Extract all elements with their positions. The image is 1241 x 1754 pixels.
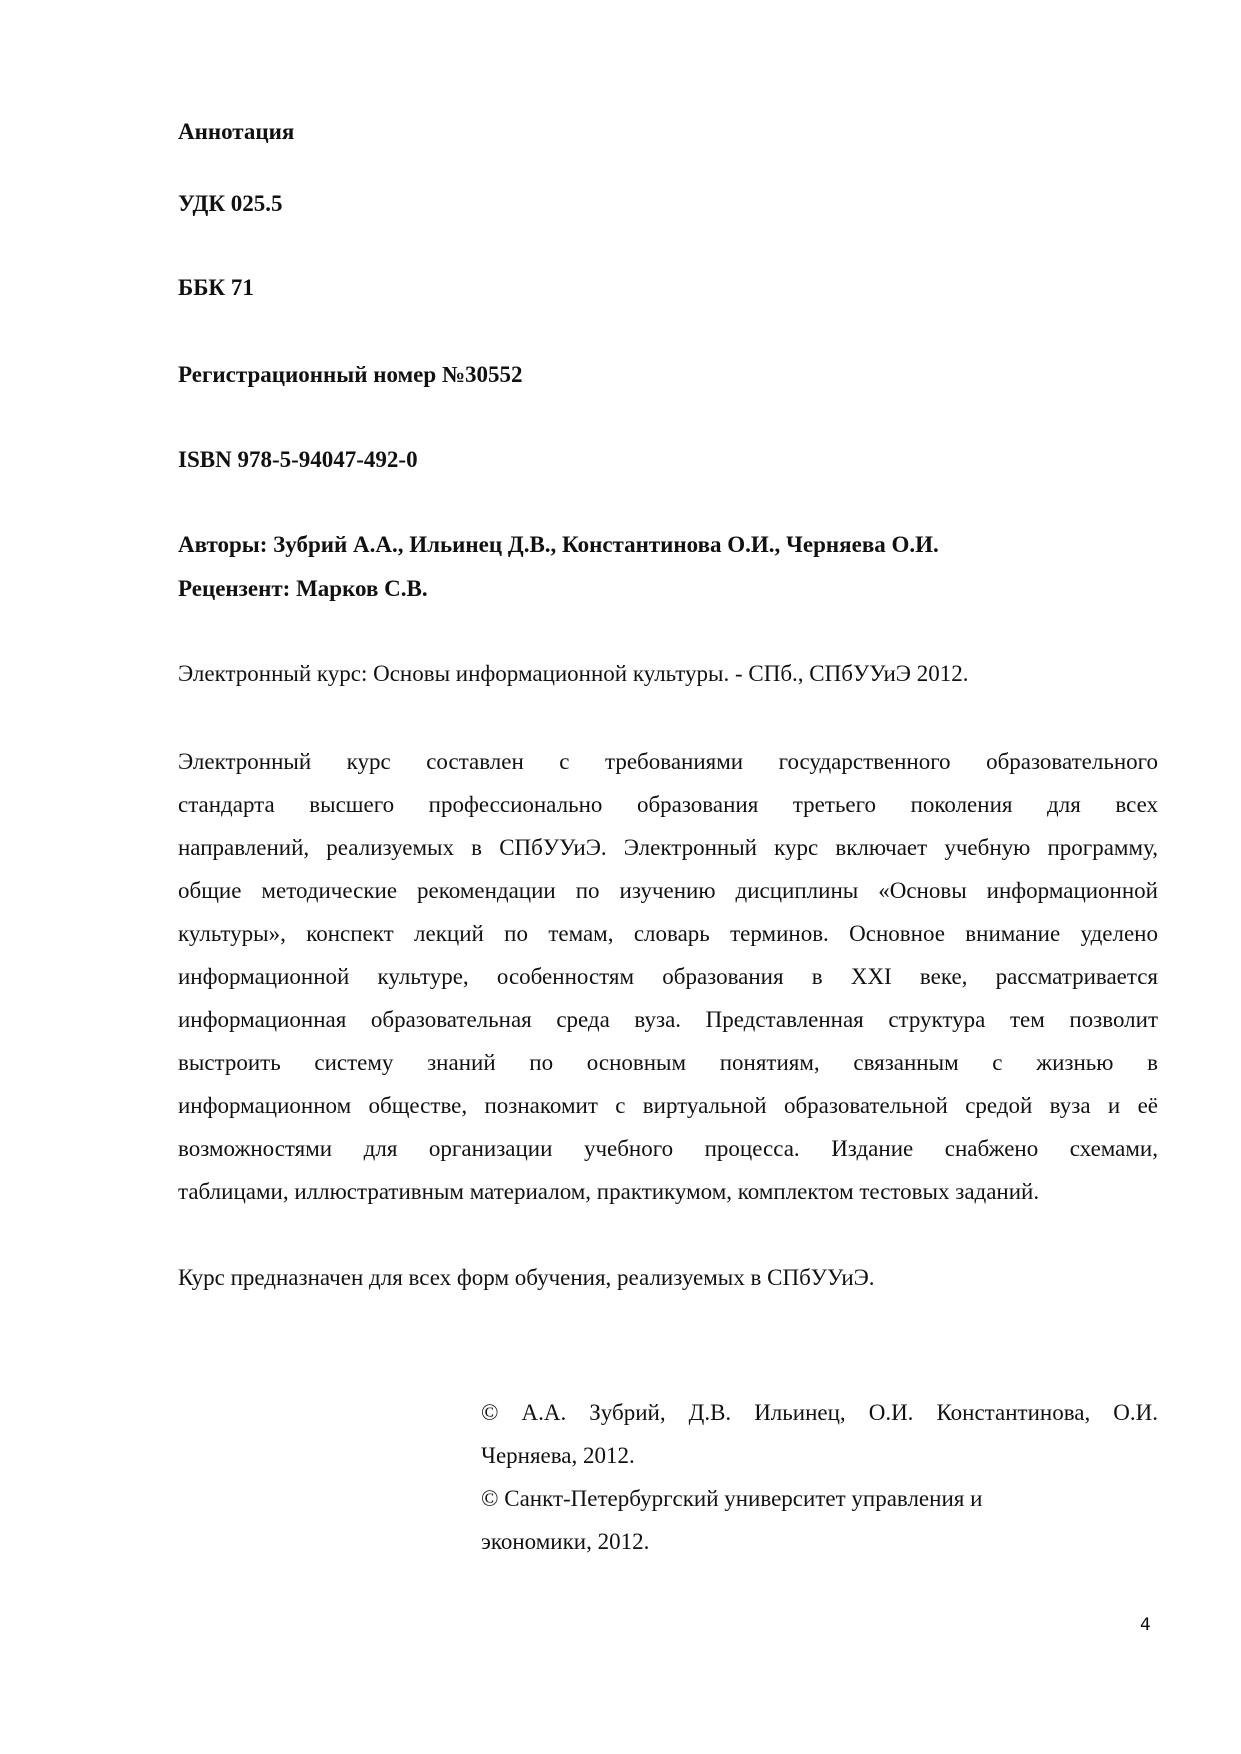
authors: Авторы: Зубрий А.А., Ильинец Д.В., Константинова О.И., Черняева О.И. — [178, 532, 939, 557]
description-line: информационная образовательная среда вуза. Представленная структура тем позволит — [178, 1007, 1158, 1032]
copyright-line: экономики, 2012. — [481, 1529, 650, 1554]
description-line: общие методические рекомендации по изучению дисциплины «Основы информационной — [178, 878, 1158, 903]
description-line: информационном обществе, познакомит с виртуальной образовательной средой вуза и её — [178, 1093, 1158, 1118]
description-line: возможностями для организации учебного процесса. Издание снабжено схемами, — [178, 1136, 1158, 1161]
copyright-line: © Санкт-Петербургский университет управления и — [481, 1486, 983, 1511]
annotation-heading: Аннотация — [178, 119, 295, 144]
citation: Электронный курс: Основы информационной культуры. - СПб., СПбУУиЭ 2012. — [178, 661, 969, 686]
registration-number: Регистрационный номер №30552 — [178, 362, 523, 387]
copyright-line: © А.А. Зубрий, Д.В. Ильинец, О.И. Константинова, О.И. — [481, 1400, 1158, 1425]
description-line: культуры», конспект лекций по темам, словарь терминов. Основное внимание уделено — [178, 921, 1158, 946]
bbk-code: ББК 71 — [178, 275, 254, 300]
reviewer: Рецензент: Марков С.В. — [178, 576, 428, 601]
description-line: выстроить систему знаний по основным понятиям, связанным с жизнью в — [178, 1050, 1158, 1075]
description-paragraph — [178, 740, 1158, 1213]
isbn: ISBN 978-5-94047-492-0 — [178, 447, 418, 472]
copyright-block — [481, 1391, 1158, 1563]
description-line: Электронный курс составлен с требованиями государственного образовательного — [178, 749, 1158, 774]
udk-code: УДК 025.5 — [178, 191, 283, 216]
page-number: 4 — [1140, 1615, 1151, 1635]
copyright-line: Черняева, 2012. — [481, 1443, 635, 1468]
description-line: таблицами, иллюстративным материалом, практикумом, комплектом тестовых заданий. — [178, 1179, 1040, 1204]
description-line: направлений, реализуемых в СПбУУиЭ. Электронный курс включает учебную программу, — [178, 835, 1158, 860]
audience-note: Курс предназначен для всех форм обучения, реализуемых в СПбУУиЭ. — [178, 1265, 875, 1290]
description-line: информационной культуре, особенностям образования в XXI веке, рассматривается — [178, 964, 1158, 989]
description-line: стандарта высшего профессионально образования третьего поколения для всех — [178, 792, 1158, 817]
